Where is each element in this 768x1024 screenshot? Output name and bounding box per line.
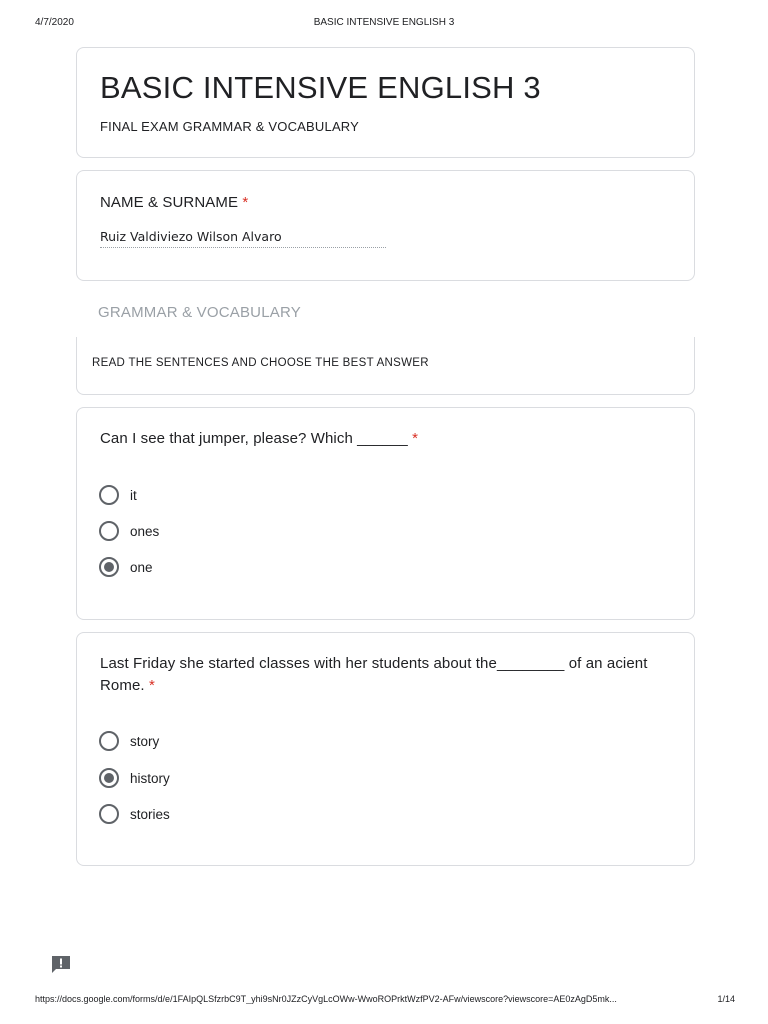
radio-option[interactable]	[99, 484, 137, 506]
radio-option[interactable]	[99, 520, 159, 542]
page-number: 1/14	[717, 994, 735, 1004]
section-instructions: READ THE SENTENCES AND CHOOSE THE BEST ANSWER	[92, 357, 429, 369]
question-label	[100, 428, 418, 450]
option-label: it	[130, 487, 137, 503]
print-title: BASIC INTENSIVE ENGLISH 3	[313, 17, 455, 28]
radio-option[interactable]	[99, 730, 159, 752]
radio-button[interactable]	[99, 804, 119, 824]
radio-button-selected[interactable]	[99, 768, 119, 788]
name-answer-field[interactable]: Ruiz Valdiviezo Wilson Alvaro	[100, 229, 386, 248]
form-description: FINAL EXAM GRAMMAR & VOCABULARY	[100, 119, 360, 134]
required-asterisk: *	[412, 430, 419, 447]
option-label: one	[130, 559, 153, 575]
option-label: stories	[130, 806, 170, 822]
section-instructions-card	[76, 337, 695, 395]
question-card	[76, 632, 695, 866]
question-text: NAME & SURNAME	[100, 194, 239, 211]
report-feedback-icon[interactable]	[50, 954, 72, 974]
required-asterisk: *	[242, 194, 249, 211]
radio-option[interactable]	[99, 556, 153, 578]
radio-button[interactable]	[99, 731, 119, 751]
radio-button[interactable]	[99, 485, 119, 505]
print-footer	[0, 994, 768, 1008]
radio-option[interactable]	[99, 767, 170, 789]
print-date: 4/7/2020	[35, 17, 74, 28]
question-label	[100, 192, 248, 214]
question-label	[100, 653, 675, 697]
print-header	[0, 17, 768, 31]
question-text: Last Friday she started classes with her students about the________ of an acient Rome.	[100, 655, 648, 694]
option-label: ones	[130, 523, 160, 539]
name-question-card	[76, 170, 695, 281]
question-card	[76, 407, 695, 620]
print-url: https://docs.google.com/forms/d/e/1FAIpQLSfzrbC9T_yhi9sNr0JZzCyVgLcOWw-WwoROPrktWzfPV2-AFw/viewscore?viewscore=AE0zAgD5mk...	[35, 994, 617, 1004]
option-label: history	[130, 770, 170, 786]
form-title-card	[76, 47, 695, 158]
radio-button[interactable]	[99, 521, 119, 541]
option-label: story	[130, 733, 160, 749]
radio-button-selected[interactable]	[99, 557, 119, 577]
form-title: BASIC INTENSIVE ENGLISH 3	[100, 70, 541, 105]
radio-option[interactable]	[99, 803, 170, 825]
section-title: GRAMMAR & VOCABULARY	[98, 304, 301, 321]
required-asterisk: *	[148, 677, 155, 694]
question-text: Can I see that jumper, please? Which ______	[100, 430, 408, 447]
